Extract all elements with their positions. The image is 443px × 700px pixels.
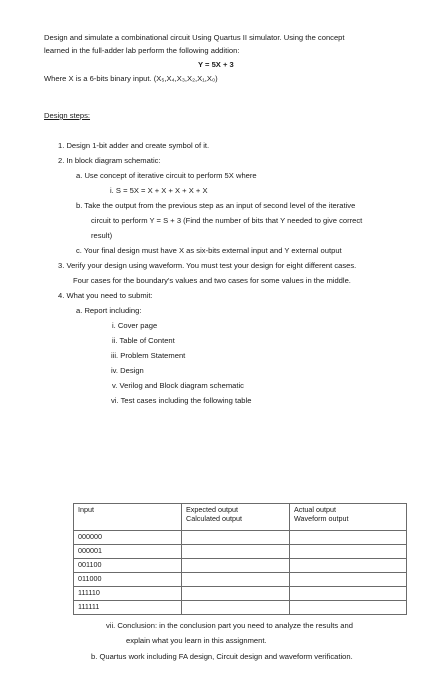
input-cell: 001100 <box>74 559 182 573</box>
test-cases-table <box>73 503 407 615</box>
header-calculated-label: Calculated output <box>186 514 242 523</box>
actual-cell <box>290 531 407 545</box>
report-item-verilog: v. Verilog and Block diagram schematic <box>112 381 244 390</box>
actual-cell <box>290 573 407 587</box>
step-2c: c. Your final design must have X as six-bits external input and Y external output <box>76 246 342 255</box>
conclusion-line-1: vii. Conclusion: in the conclusion part you need to analyze the results and <box>106 621 353 630</box>
table-header-row <box>74 504 407 531</box>
table-row <box>74 545 407 559</box>
input-cell: 000000 <box>74 531 182 545</box>
table-row <box>74 531 407 545</box>
actual-cell <box>290 559 407 573</box>
report-item-toc: ii. Table of Content <box>112 336 175 345</box>
table-row <box>74 601 407 615</box>
conclusion-line-2: explain what you learn in this assignment. <box>126 636 267 645</box>
header-expected-label: Expected output <box>186 505 238 514</box>
intro-line-1: Design and simulate a combinational circuit Using Quartus II simulator. Using the concept <box>44 33 345 42</box>
header-actual <box>290 504 407 531</box>
where-line: Where X is a 6-bits binary input. (X₅,X₄,X₃,X₂,X₁,X₀) <box>44 74 218 83</box>
equation: Y = 5X + 3 <box>198 60 234 69</box>
actual-cell <box>290 587 407 601</box>
input-cell: 111110 <box>74 587 182 601</box>
step-2: 2. In block diagram schematic: <box>58 156 161 165</box>
input-cell: 011000 <box>74 573 182 587</box>
step-2b-line-1: b. Take the output from the previous step as an input of second level of the iterative <box>76 201 356 210</box>
report-item-design: iv. Design <box>111 366 144 375</box>
header-waveform-label: Waveform output <box>294 514 349 523</box>
step-3-line-1: 3. Verify your design using waveform. You must test your design for eight different cases. <box>58 261 357 270</box>
table-row <box>74 587 407 601</box>
step-4: 4. What you need to submit: <box>58 291 153 300</box>
expected-cell <box>182 545 290 559</box>
expected-cell <box>182 559 290 573</box>
expected-cell <box>182 531 290 545</box>
header-expected <box>182 504 290 531</box>
table-row <box>74 573 407 587</box>
quartus-work-item: b. Quartus work including FA design, Circuit design and waveform verification. <box>91 652 353 661</box>
intro-line-2: learned in the full-adder lab perform the following addition: <box>44 46 240 55</box>
step-1: 1. Design 1-bit adder and create symbol of it. <box>58 141 210 150</box>
step-2b-line-2: circuit to perform Y = S + 3 (Find the number of bits that Y needed to give correct <box>91 216 363 225</box>
actual-cell <box>290 601 407 615</box>
expected-cell <box>182 573 290 587</box>
design-steps-heading: Design steps: <box>44 111 91 120</box>
table-row <box>74 559 407 573</box>
actual-cell <box>290 545 407 559</box>
report-item-problem: iii. Problem Statement <box>111 351 186 360</box>
expected-cell <box>182 587 290 601</box>
input-cell: 000001 <box>74 545 182 559</box>
header-input: Input <box>74 504 182 531</box>
step-2b-line-3: result) <box>91 231 113 240</box>
input-cell: 111111 <box>74 601 182 615</box>
report-item-test-cases: vi. Test cases including the following table <box>111 396 252 405</box>
header-actual-label: Actual output <box>294 505 336 514</box>
step-2a-i: i. S = 5X = X + X + X + X + X <box>110 186 208 195</box>
expected-cell <box>182 601 290 615</box>
step-4a: a. Report including: <box>76 306 142 315</box>
report-item-cover: i. Cover page <box>112 321 158 330</box>
step-3-line-2: Four cases for the boundary's values and two cases for some values in the middle. <box>73 276 351 285</box>
step-2a: a. Use concept of iterative circuit to perform 5X where <box>76 171 257 180</box>
